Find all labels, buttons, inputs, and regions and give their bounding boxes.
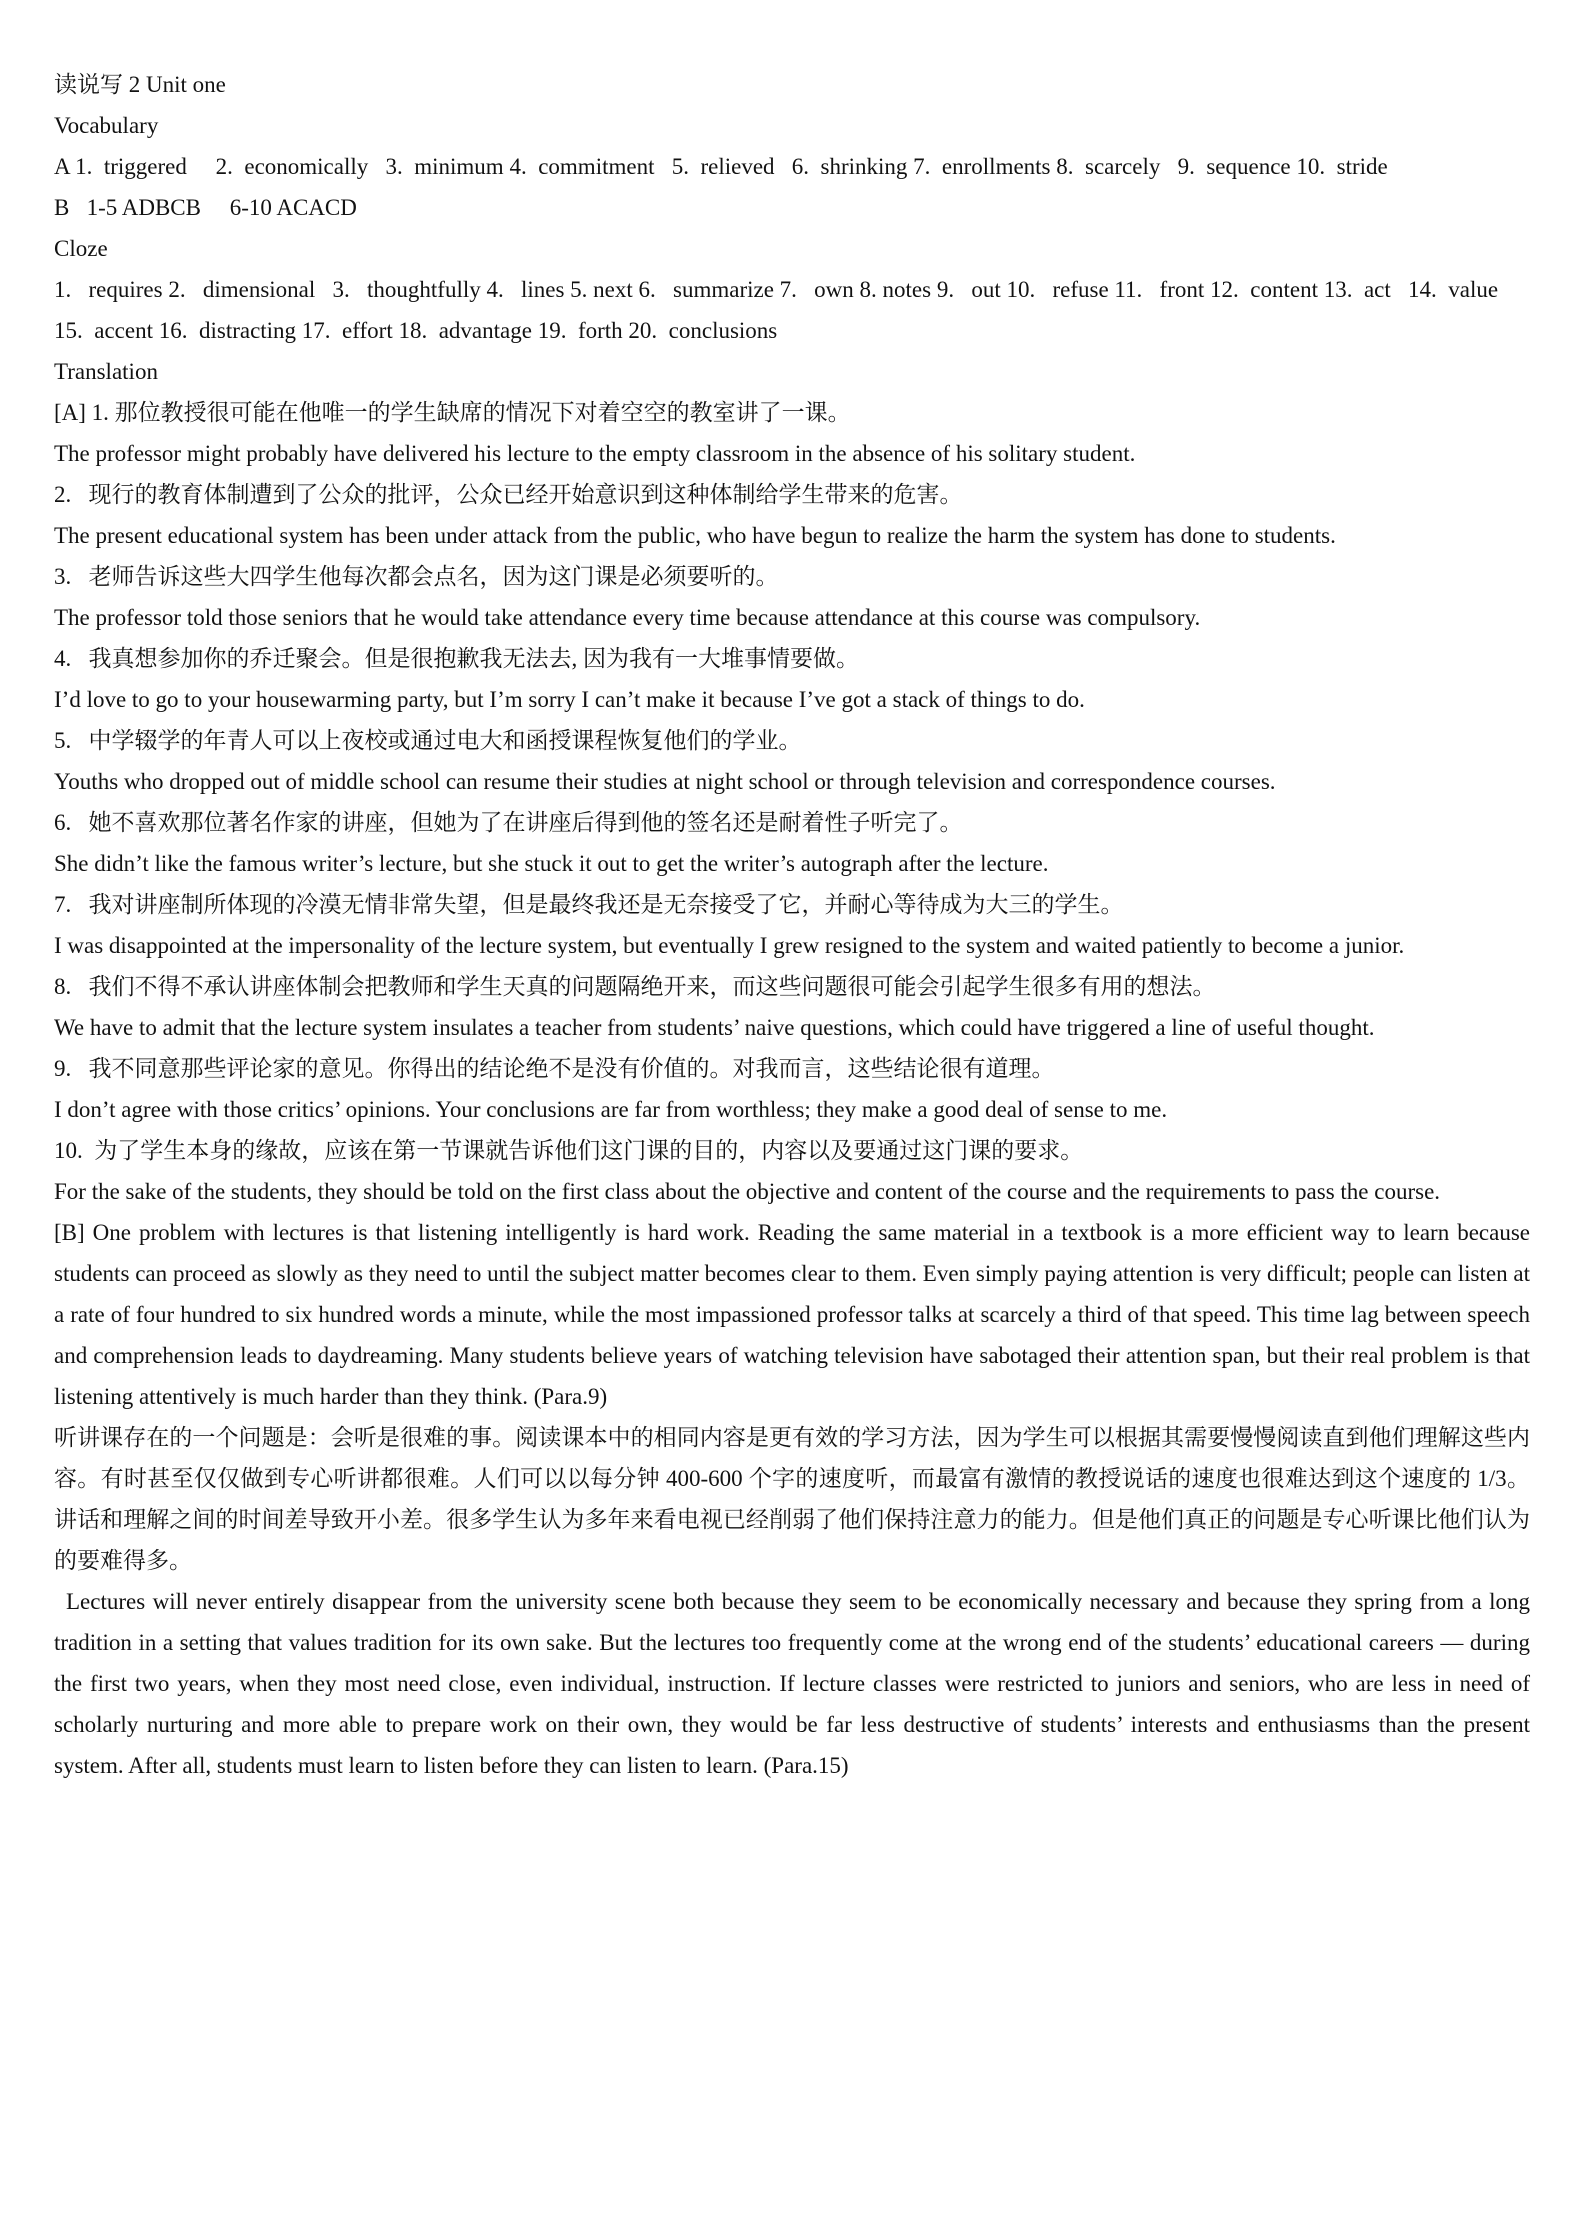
translation-item-4-english: I’d love to go to your housewarming party, but I’m sorry I can’t make it because I’ve got a stack of things to do. [54, 687, 1085, 712]
vocabulary-heading: Vocabulary [54, 113, 159, 138]
vocabulary-part-a-answers: A 1. triggered 2. economically 3. minimum 4. commitment 5. relieved 6. shrinking 7. enrollments 8. scarcely 9. sequence 10. stride [54, 154, 1388, 179]
translation-item-9-chinese: 9. 我不同意那些评论家的意见。你得出的结论绝不是没有价值的。对我而言，这些结论很有道理。 [54, 1056, 1055, 1081]
translation-item-3-chinese: 3. 老师告诉这些大四学生他每次都会点名，因为这门课是必须要听的。 [54, 564, 779, 589]
passage-b-english-paragraph: [B] One problem with lectures is that listening intelligently is hard work. Reading the same material in a textbook is a more efficient way to learn because students can proceed as slowly as they need to until the subject matter becomes clear to them. Even simply paying attention is very difficult; people can listen at a rate of four hundred to six hundred words a minute, while the most impassioned professor talks at scarcely a third of that speed. This time lag between speech and comprehension leads to daydreaming. Many students believe years of watching television have sabotaged their attention span, but their real problem is that listening attentively is much harder than they think. (Para.9) [54, 1220, 1530, 1409]
translation-item-1-chinese: [A] 1. 那位教授很可能在他唯一的学生缺席的情况下对着空空的教室讲了一课。 [54, 400, 851, 425]
translation-item-1-english: The professor might probably have delivered his lecture to the empty classroom in the absence of his solitary student. [54, 441, 1136, 466]
translation-item-2-english: The present educational system has been under attack from the public, who have begun to realize the harm the system has done to students. [54, 523, 1336, 548]
translation-item-8-chinese: 8. 我们不得不承认讲座体制会把教师和学生天真的问题隔绝开来，而这些问题很可能会引起学生很多有用的想法。 [54, 974, 1216, 999]
translation-item-6-chinese: 6. 她不喜欢那位著名作家的讲座，但她为了在讲座后得到他的签名还是耐着性子听完了。 [54, 810, 963, 835]
translation-item-7-chinese: 7. 我对讲座制所体现的冷漠无情非常失望，但是最终我还是无奈接受了它，并耐心等待成为大三的学生。 [54, 892, 1124, 917]
translation-item-2-chinese: 2. 现行的教育体制遭到了公众的批评，公众已经开始意识到这种体制给学生带来的危害。 [54, 482, 963, 507]
translation-item-6-english: She didn’t like the famous writer’s lecture, but she stuck it out to get the writer’s autograph after the lecture. [54, 851, 1049, 876]
translation-item-8-english: We have to admit that the lecture system insulates a teacher from students’ naive questions, which could have triggered a line of useful thought. [54, 1015, 1375, 1040]
translation-item-5-english: Youths who dropped out of middle school can resume their studies at night school or through television and correspondence courses. [54, 769, 1276, 794]
cloze-heading: Cloze [54, 236, 108, 261]
cloze-answers: 1. requires 2. dimensional 3. thoughtfully 4. lines 5. next 6. summarize 7. own 8. notes 9. out 10. refuse 11. front 12. content 13. act 14. value 15. accent 16. distracting 17. effort 18. advantage 19. forth 20. conclusions [54, 277, 1504, 343]
translation-item-7-english: I was disappointed at the impersonality of the lecture system, but eventually I grew resigned to the system and waited patiently to become a junior. [54, 933, 1405, 958]
translation-item-9-english: I don’t agree with those critics’ opinions. Your conclusions are far from worthless; they make a good deal of sense to me. [54, 1097, 1168, 1122]
translation-item-10-english: For the sake of the students, they should be told on the first class about the objective and content of the course and the requirements to pass the course. [54, 1179, 1441, 1204]
passage-b-chinese-translation: 听讲课存在的一个问题是：会听是很难的事。阅读课本中的相同内容是更有效的学习方法，因为学生可以根据其需要慢慢阅读直到他们理解这些内容。有时甚至仅仅做到专心听讲都很难。人们可以以每分钟 400-600 个字的速度听，而最富有激情的教授说话的速度也很难达到这个速度的 1/3。讲话和理解之间的时间差导致开小差。很多学生认为多年来看电视已经削弱了他们保持注意力的能力。但是他们真正的问题是专心听课比他们认为的要难得多。 [54, 1425, 1530, 1573]
translation-heading: Translation [54, 359, 158, 384]
translation-item-4-chinese: 4. 我真想参加你的乔迁聚会。但是很抱歉我无法去, 因为我有一大堆事情要做。 [54, 646, 859, 671]
passage-b-closing-english-paragraph: Lectures will never entirely disappear from the university scene both because they seem to be economically necessary and because they spring from a long tradition in a setting that values tradition for its own sake. But the lectures too frequently come at the wrong end of the students’ educational careers — during the first two years, when they most need close, even individual, instruction. If lecture classes were restricted to juniors and seniors, who are less in need of scholarly nurturing and more able to prepare work on their own, they would be far less destructive of students’ interests and enthusiasms than the present system. After all, students must learn to listen before they can listen to learn. (Para.15) [54, 1589, 1530, 1778]
vocabulary-part-b-answers: B 1-5 ADBCB 6-10 ACACD [54, 195, 357, 220]
translation-item-3-english: The professor told those seniors that he would take attendance every time because attendance at this course was compulsory. [54, 605, 1201, 630]
translation-item-5-chinese: 5. 中学辍学的年青人可以上夜校或通过电大和函授课程恢复他们的学业。 [54, 728, 802, 753]
translation-item-10-chinese: 10. 为了学生本身的缘故，应该在第一节课就告诉他们这门课的目的，内容以及要通过这门课的要求。 [54, 1138, 1084, 1163]
document-title: 读说写 2 Unit one [54, 72, 226, 97]
